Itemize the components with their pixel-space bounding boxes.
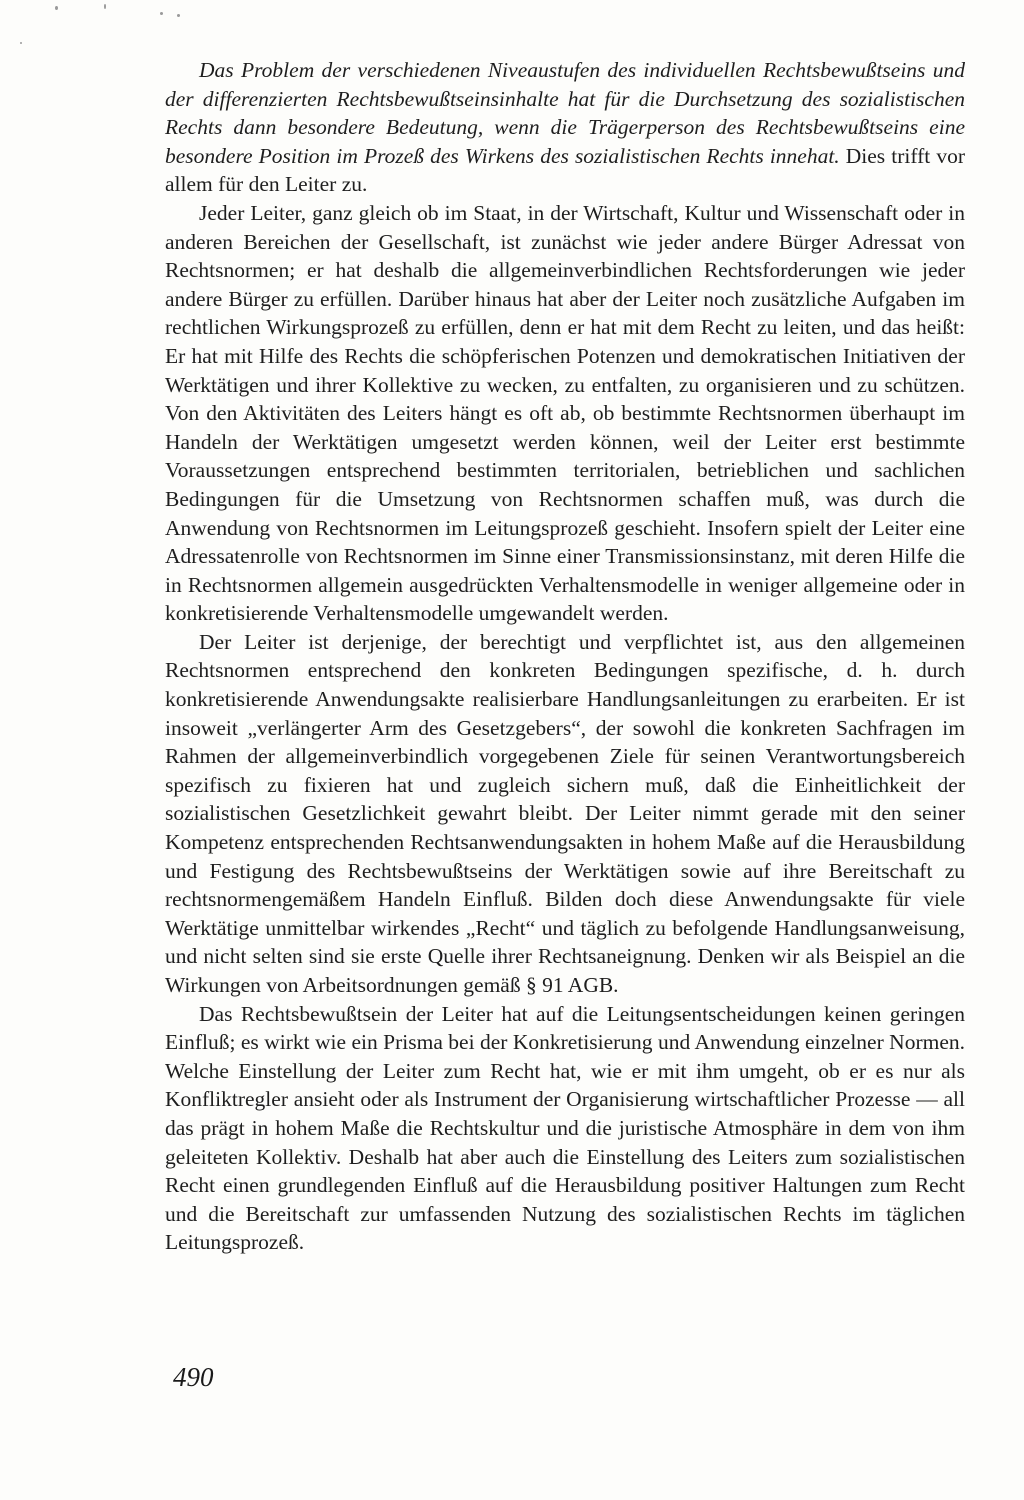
scan-speck	[55, 6, 58, 10]
page-number: 490	[173, 1362, 214, 1392]
paragraph-1-italic-text: Das Problem der verschiedenen Niveaustufen des individuellen Rechtsbewußtseins und der differenzierten Rechtsbewußtseinsinhalte hat für die Durchsetzung des sozialistischen Rechts dann besondere Bedeutung, wenn die Trägerperson des Rechtsbewußtseins eine besondere Position im Prozeß des Wirkens des sozialistischen Rechts innehat.	[165, 58, 965, 168]
paragraph-4: Das Rechtsbewußtsein der Leiter hat auf die Leitungsentscheidungen keinen geringen Einfluß; es wirkt wie ein Prisma bei der Konkretisierung und Anwendung einzelner Normen. Welche Einstellung der Leiter zum Recht hat, wie er mit ihm umgeht, ob er es nur als Konfliktregler ansieht oder als Instrument der Organisierung wirtschaftlicher Prozesse — all das prägt in hohem Maße die Rechtskultur und die juristische Atmosphäre in dem von ihm geleiteten Kollektiv. Deshalb hat aber auch die Einstellung des Leiters zum sozialistischen Recht einen grundlegenden Einfluß auf die Herausbildung positiver Haltungen zum Recht und die Bereitschaft zur umfassenden Nutzung des sozialistischen Rechts im täglichen Leitungsprozeß.	[165, 1001, 965, 1255]
scan-speck	[160, 12, 163, 15]
paragraph-1-regular-text: Dies trifft vor allem für den Leiter zu.	[165, 143, 965, 197]
scan-speck	[104, 4, 106, 9]
paragraph-3: Der Leiter ist derjenige, der berechtigt und verpflichtet ist, aus den allgemeinen Rechtsnormen entsprechend den konkreten Bedingungen spezifische, d. h. durch konkretisierende Anwendungsakte realisierbare Handlungsanleitungen zu erarbeiten. Er ist insoweit „verlängerter Arm des Gesetzgebers“, der sowohl die konkreten Sachfragen im Rahmen der allgemeinverbindlich vorgegebenen Ziele für seinen Verantwortungsbereich spezifisch zu fixieren hat und zugleich sichern muß, daß die Einheitlichkeit der sozialistischen Gesetzlichkeit gewahrt bleibt. Der Leiter nimmt gerade mit den seiner Kompetenz entsprechenden Rechtsanwendungsakten in hohem Maße auf die Herausbildung und Festigung des Rechtsbewußtseins der Werktätigen sowie auf ihre Bereitschaft zu rechtsnormengemäßem Handeln Einfluß. Bilden doch diese Anwendungsakte für viele Werktätige unmittelbar wirkendes „Recht“ und täglich zu befolgende Handlungsanweisung, und nicht selten sind sie erste Quelle ihrer Rechtsaneignung. Denken wir als Beispiel an die Wirkungen von Arbeitsordnungen gemäß § 91 AGB.	[165, 629, 965, 997]
scan-speck	[177, 14, 180, 17]
paragraph-1	[165, 56, 965, 199]
scan-speck	[20, 42, 22, 44]
body-text	[165, 56, 965, 1257]
paragraph-2: Jeder Leiter, ganz gleich ob im Staat, in der Wirtschaft, Kultur und Wissenschaft oder in anderen Bereichen der Gesellschaft, ist zunächst wie jeder andere Bürger Adressat von Rechtsnormen; er hat deshalb die allgemeinverbindlichen Rechtsforderungen wie jeder andere Bürger zu erfüllen. Darüber hinaus hat aber der Leiter noch zusätzliche Aufgaben im rechtlichen Wirkungsprozeß zu erfüllen, denn er hat mit dem Recht zu leiten, und das heißt: Er hat mit Hilfe des Rechts die schöpferischen Potenzen und demokratischen Initiativen der Werktätigen und ihrer Kollektive zu wecken, zu entfalten, zu organisieren und zu schützen. Von den Aktivitäten des Leiters hängt es oft ab, ob bestimmte Rechtsnormen überhaupt im Handeln der Werktätigen umgesetzt werden können, weil der Leiter erst bestimmte Voraussetzungen entsprechend bestimmten territorialen, betrieblichen und sachlichen Bedingungen für die Umsetzung von Rechtsnormen schaffen muß, was durch die Anwendung von Rechtsnormen im Leitungsprozeß geschieht. Insofern spielt der Leiter eine Adressatenrolle von Rechtsnormen im Sinne einer Transmissionsinstanz, mit deren Hilfe die in Rechtsnormen allgemein ausgedrückten Verhaltensmodelle in weniger allgemeine oder in konkretisierende Verhaltensmodelle umgewandelt werden.	[165, 200, 965, 626]
